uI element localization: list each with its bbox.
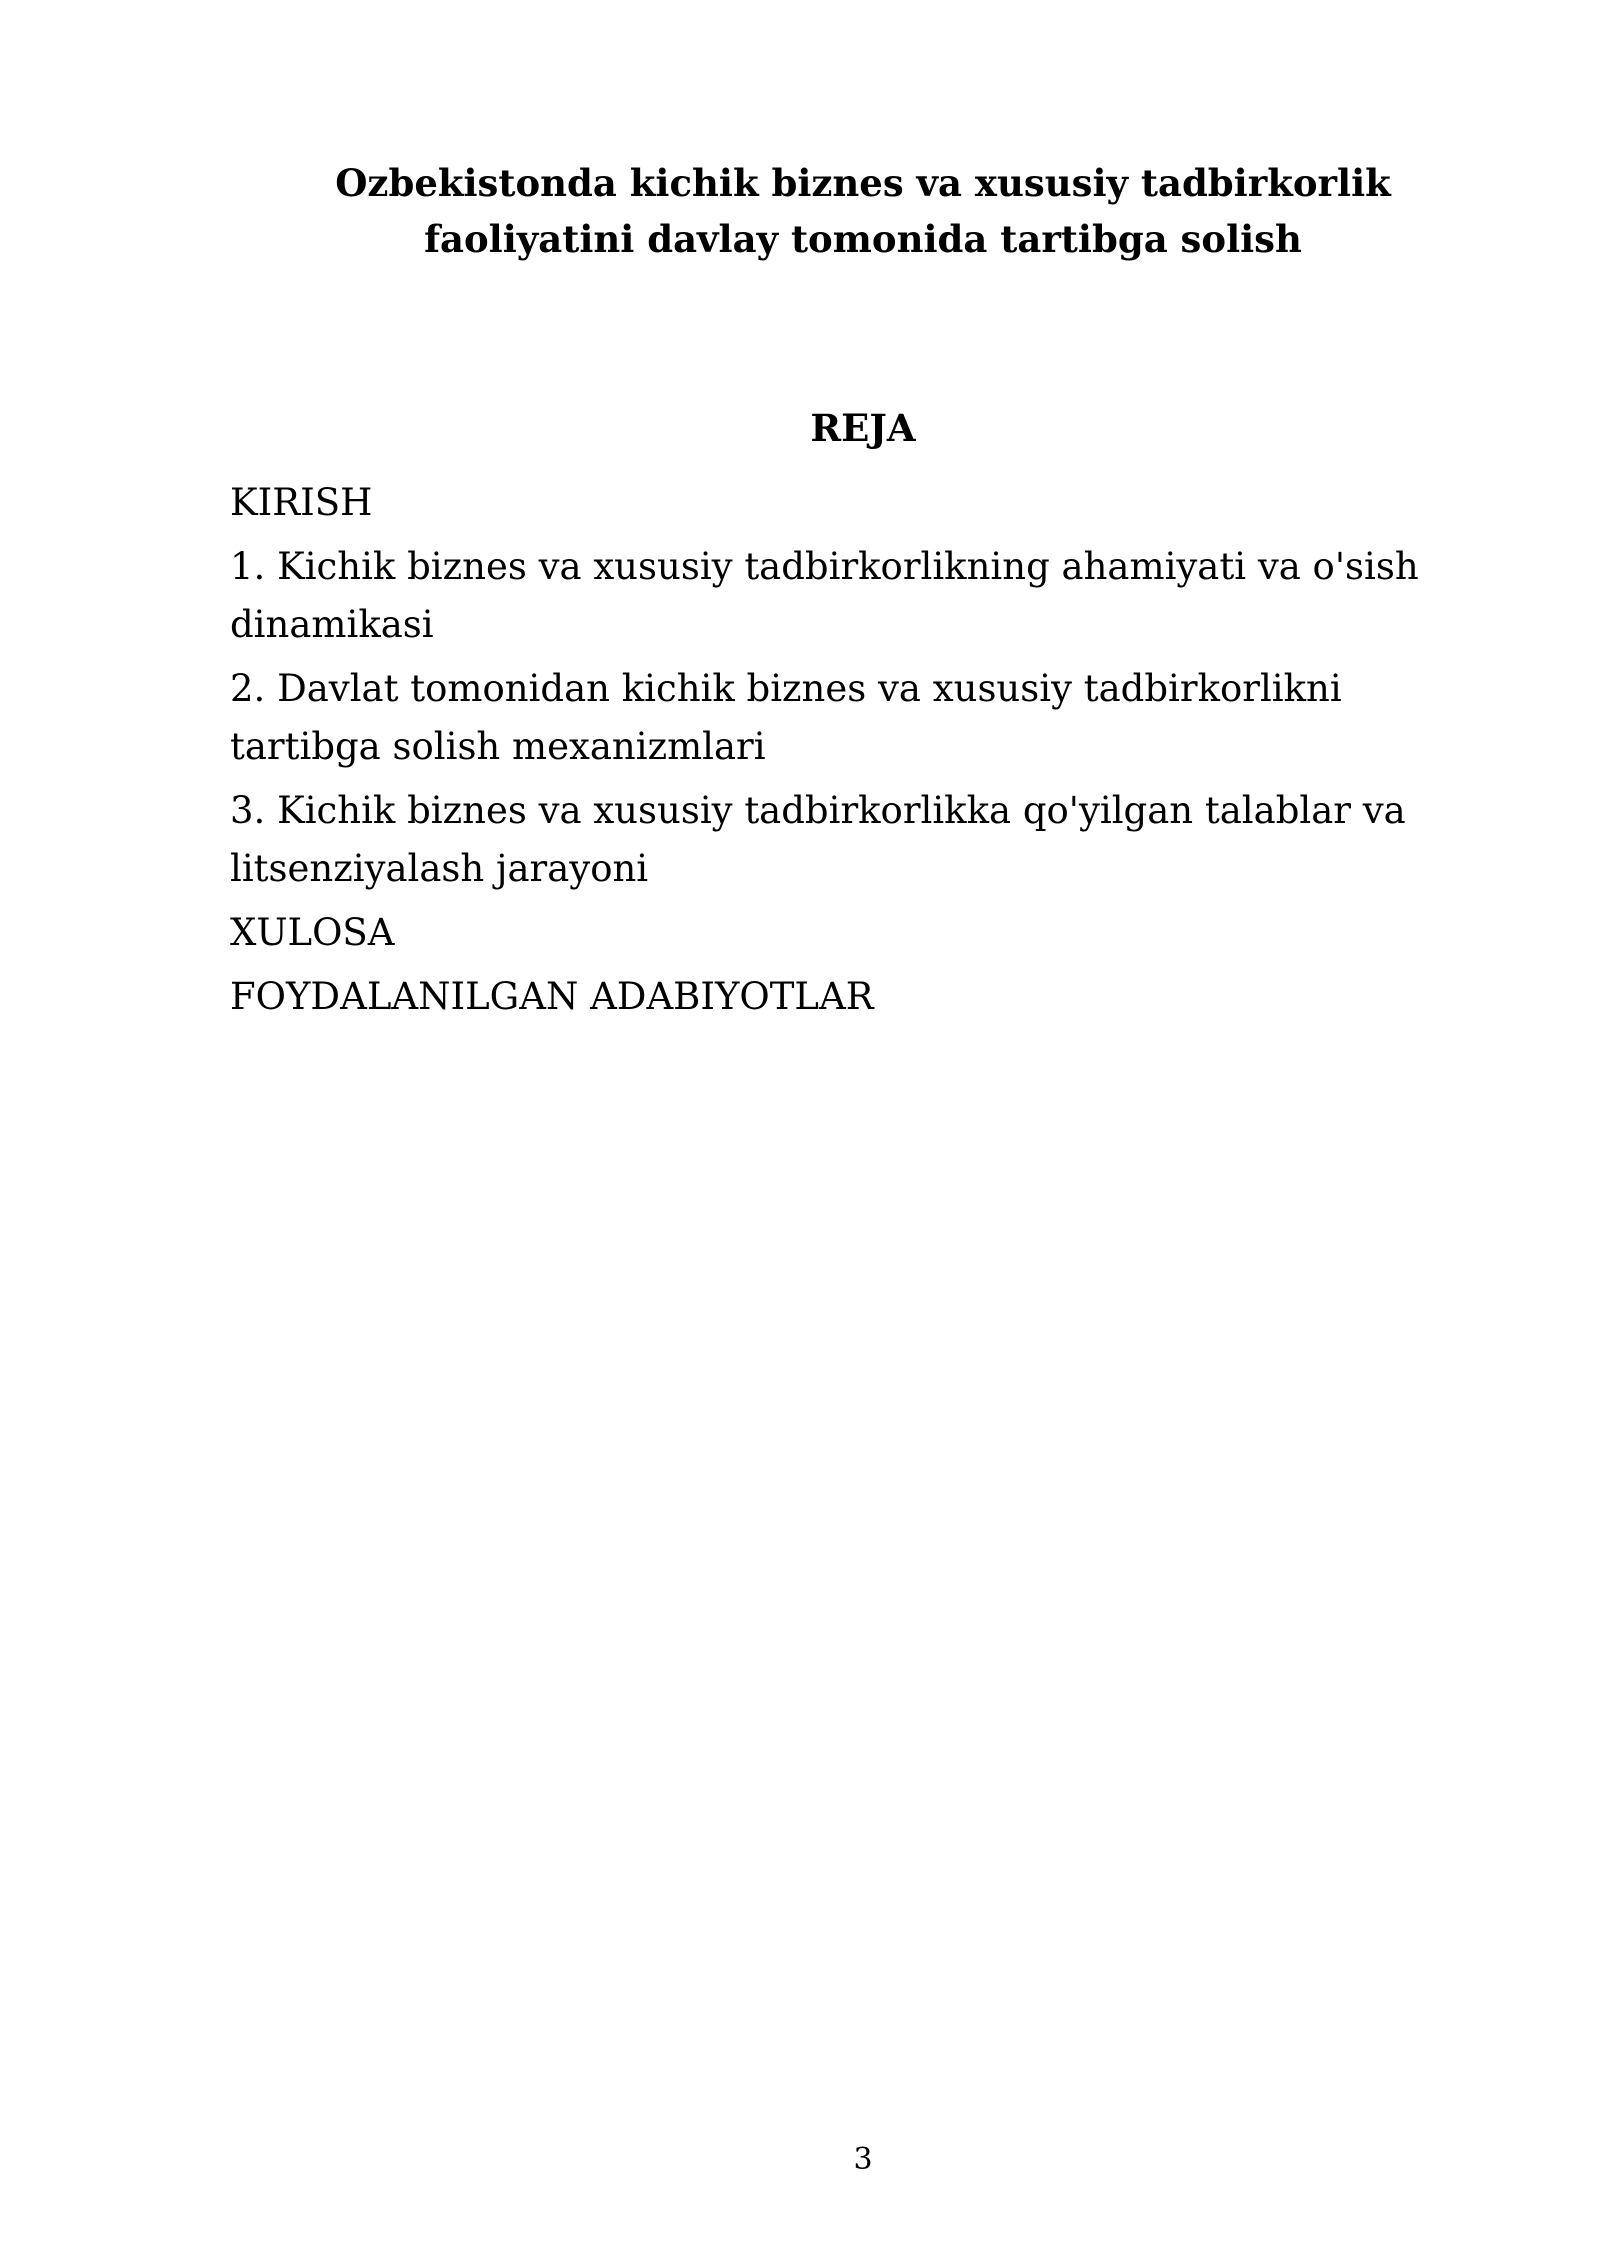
plan-heading: REJA — [810, 406, 916, 450]
document-title: Ozbekistonda kichik biznes va xususiy tadbirkorlik faoliyatini davlay tomonida tartibga solish — [335, 161, 1391, 261]
plan-item-3: 3. Kichik biznes va xususiy tadbirkorlikka qo'yilgan talablar va litsenziyalash jarayoni — [230, 789, 1406, 890]
plan-item-references: FOYDALANILGAN ADABIYOTLAR — [230, 975, 874, 1018]
plan-list — [230, 474, 1496, 1032]
plan-item-1: 1. Kichik biznes va xususiy tadbirkorlikning ahamiyati va o'sish dinamikasi — [230, 545, 1419, 646]
page-number: 3 — [853, 2142, 873, 2177]
plan-item-conclusion: XULOSA — [230, 911, 395, 954]
plan-item-introduction: KIRISH — [230, 481, 373, 524]
plan-item-2: 2. Davlat tomonidan kichik biznes va xususiy tadbirkorlikni tartibga solish mexanizmlari — [230, 667, 1342, 768]
